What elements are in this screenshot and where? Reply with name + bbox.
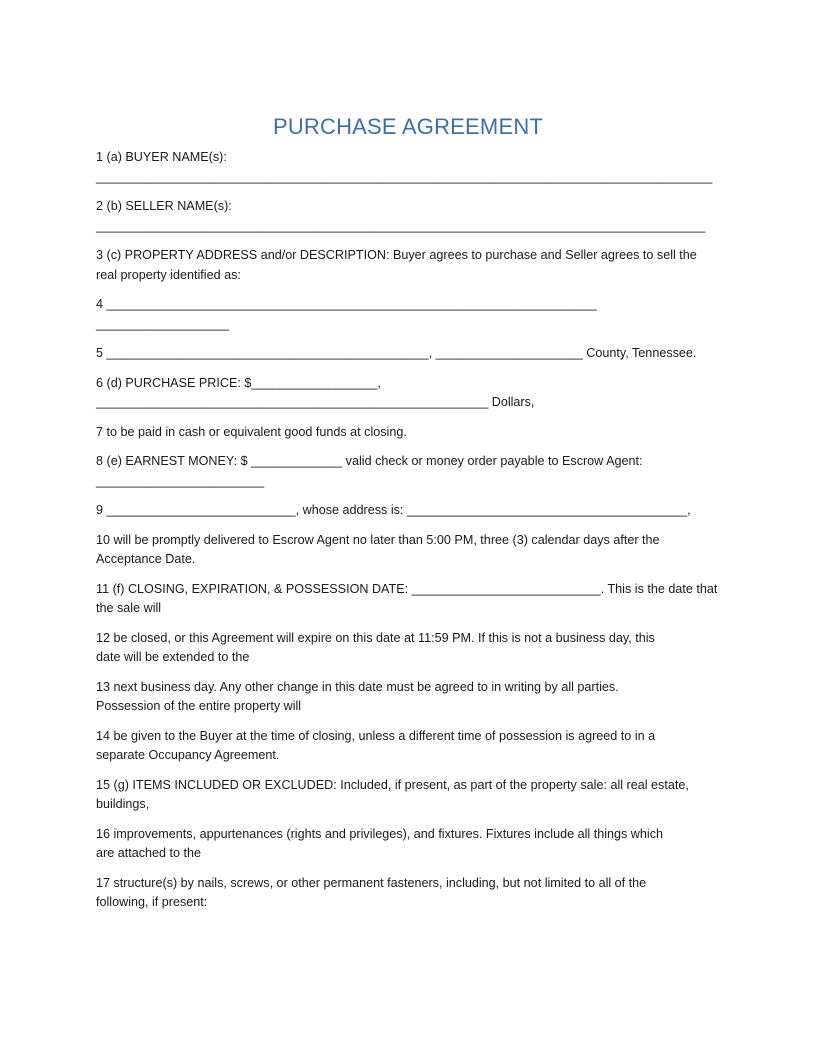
paragraph-9 [96, 501, 724, 521]
line: 7 to be paid in cash or equivalent good funds at closing. [96, 424, 407, 439]
line: 17 structure(s) by nails, screws, or other permanent fasteners, including, but not limited to all of the [96, 875, 647, 890]
line: date will be extended to the [96, 650, 250, 664]
line: real property identified as: [96, 267, 241, 282]
line: 16 improvements, appurtenances (rights and privileges), and fixtures. Fixtures include all things which [96, 826, 663, 841]
line: 8 (e) EARNEST MONEY: $ _____________ valid check or money order payable to Escrow Agent: [96, 454, 643, 468]
paragraph-7 [96, 423, 724, 443]
line: 5 ______________________________________________, _____________________ County, Tennessee. [96, 346, 697, 360]
line: 10 will be promptly delivered to Escrow Agent no later than 5:00 PM, three (3) calendar days after the [96, 532, 660, 547]
paragraph-16 [96, 825, 724, 864]
line: 2 (b) SELLER NAME(s): [96, 199, 232, 213]
paragraph-12 [96, 629, 724, 668]
blank-line: _______________________________________________________________________________________ [96, 218, 706, 233]
line: 14 be given to the Buyer at the time of closing, unless a different time of possession is agreed to in a [96, 728, 656, 743]
line: 9 ___________________________, whose address is: ________________________________________, [96, 503, 691, 517]
line: 6 (d) PURCHASE PRICE: $__________________, [96, 375, 381, 390]
paragraph-buyer-name [96, 148, 724, 187]
line: buildings, [96, 797, 150, 811]
paragraph-purchase-price [96, 374, 724, 413]
paragraph-seller-name [96, 197, 724, 236]
line: 3 (c) PROPERTY ADDRESS and/or DESCRIPTION: Buyer agrees to purchase and Seller agrees to sell the [96, 248, 697, 262]
line: Possession of the entire property will [96, 699, 302, 713]
paragraph-17 [96, 874, 724, 913]
paragraph-items-included [96, 776, 724, 815]
line: ________________________________________________________ Dollars, [96, 395, 535, 409]
page-title: PURCHASE AGREEMENT [272, 114, 544, 139]
line: following, if present: [96, 895, 208, 909]
line: Acceptance Date. [96, 552, 196, 566]
line: separate Occupancy Agreement. [96, 748, 280, 762]
paragraph-county [96, 344, 724, 364]
line: 15 (g) ITEMS INCLUDED OR EXCLUDED: Included, if present, as part of the property sale: all real estate, [96, 777, 689, 792]
blank-line: ________________________________________________________________________________________ [96, 169, 713, 184]
paragraph-earnest-money [96, 452, 724, 491]
paragraph-14 [96, 727, 724, 766]
blank-line: 4 ______________________________________________________________________ [96, 297, 597, 311]
paragraph-10 [96, 531, 724, 570]
line: 12 be closed, or this Agreement will expire on this date at 11:59 PM. If this is not a business day, this [96, 630, 655, 645]
line: 1 (a) BUYER NAME(s): [96, 150, 227, 164]
line: 11 (f) CLOSING, EXPIRATION, & POSSESSION DATE: ___________________________. This is the date that [96, 581, 718, 596]
blank-line: ___________________ [96, 316, 230, 331]
line: the sale will [96, 601, 162, 615]
document-body [96, 148, 724, 923]
paragraph-property-address [96, 246, 724, 285]
blank-line: ________________________ [96, 473, 265, 488]
line: are attached to the [96, 846, 202, 860]
line: 13 next business day. Any other change in this date must be agreed to in writing by all parties. [96, 679, 619, 694]
paragraph-closing-date [96, 580, 724, 619]
paragraph-13 [96, 678, 724, 717]
paragraph-4 [96, 295, 724, 334]
